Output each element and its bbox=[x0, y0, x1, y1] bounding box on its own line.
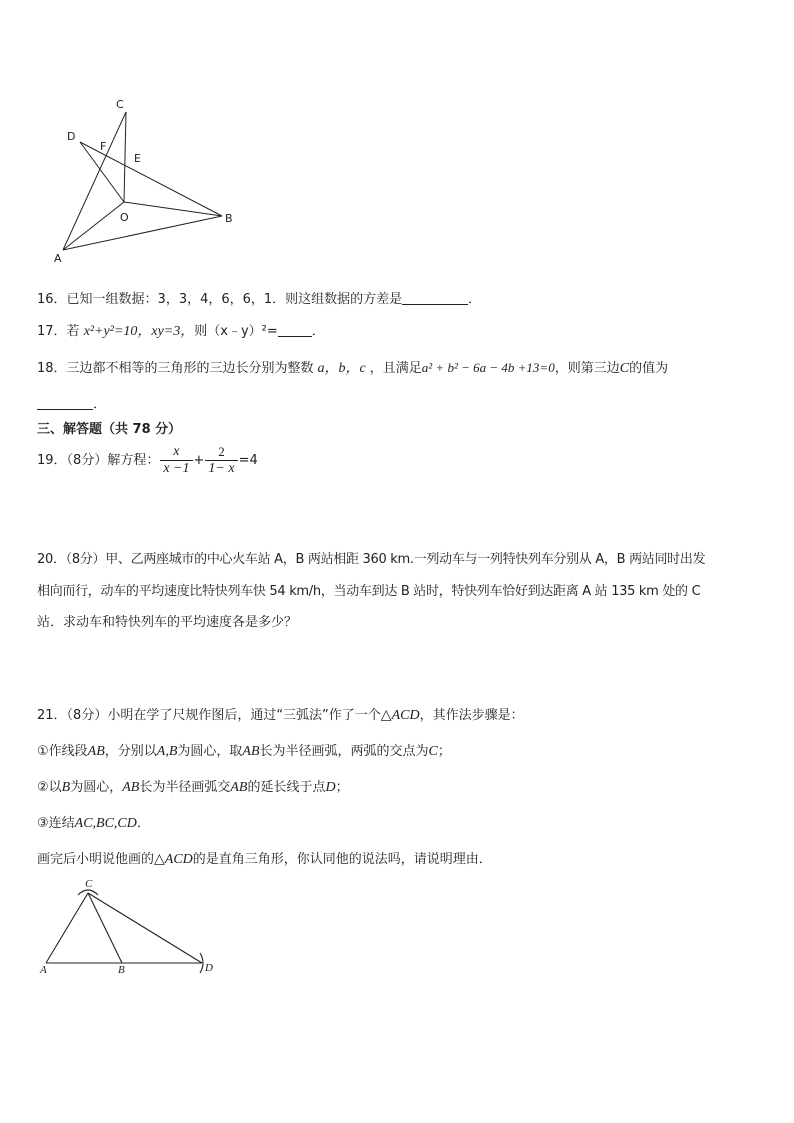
segment-ab bbox=[63, 216, 222, 250]
step2-text-d: 长为半径画弧交 bbox=[139, 780, 231, 795]
step1-points: A,B bbox=[156, 744, 178, 759]
q19-fraction-1 bbox=[160, 444, 192, 477]
q17-expression: 则（x﹣y）²= bbox=[194, 324, 278, 339]
step2-point-d: D bbox=[325, 780, 336, 795]
step1-point-c: C bbox=[428, 744, 438, 759]
label-d: D bbox=[67, 130, 76, 143]
q21-intro-text: 21．（8分）小明在学了尺规作图后，通过“三弧法”作了一个 bbox=[37, 708, 381, 723]
question-21-intro bbox=[37, 707, 524, 725]
label-b: B bbox=[118, 964, 125, 976]
step2-text-a: ②以 bbox=[37, 780, 62, 795]
q19-rhs: =4 bbox=[238, 453, 258, 468]
q18-mid: ，且满足 bbox=[369, 361, 422, 376]
step2-end: ； bbox=[335, 780, 349, 795]
q16-text: 16．已知一组数据：3，3，4，6，6，1．则这组数据的方差是 bbox=[37, 292, 403, 307]
q17-end: ． bbox=[311, 324, 325, 339]
segment-db bbox=[80, 142, 222, 216]
q18-text: 18．三边都不相等的三角形的三边长分别为整数 bbox=[37, 361, 314, 376]
step1-text-c: 为圆心，取 bbox=[177, 744, 243, 759]
step1-text-b: ，分别以 bbox=[104, 744, 157, 759]
step2-text-e: 的延长线于点 bbox=[247, 780, 326, 795]
question-21-step-2 bbox=[37, 779, 349, 797]
q18-tail: ，则第三边 bbox=[554, 361, 620, 376]
question-21-step-1 bbox=[37, 743, 451, 761]
q19-plus: + bbox=[193, 453, 205, 468]
q21-triangle-acd: △ACD bbox=[380, 708, 420, 723]
question-18-answer-line bbox=[37, 396, 106, 414]
step3-end: ． bbox=[136, 816, 150, 831]
q19-frac1-numerator: x bbox=[160, 444, 192, 461]
q19-frac2-numerator: 2 bbox=[205, 444, 237, 461]
figure-triangle-acd bbox=[34, 873, 224, 978]
q19-prefix: 19．（8分）解方程： bbox=[37, 453, 160, 468]
question-17 bbox=[37, 323, 325, 341]
question-20-line-1: 20．（8分）甲、乙两座城市的中心火车站 A，B 两站相距 360 km.一列动车与一列特快列车分别从 A，B 两站同时出发 bbox=[37, 552, 706, 567]
figure-quadrilateral-diagram bbox=[48, 92, 248, 270]
final-text-a: 画完后小明说他画的 bbox=[37, 852, 155, 867]
step2-point-b: B bbox=[61, 780, 71, 795]
segment-oa bbox=[63, 202, 124, 250]
step2-ab: AB bbox=[122, 780, 140, 795]
q19-fraction-2 bbox=[205, 444, 237, 477]
question-18 bbox=[37, 359, 668, 378]
step3-segments: AC,BC,CD bbox=[74, 816, 137, 831]
question-21-final bbox=[37, 851, 492, 869]
q18-tail2: 的值为 bbox=[629, 361, 669, 376]
label-f: F bbox=[100, 140, 107, 153]
segment-ob bbox=[124, 202, 222, 216]
question-19 bbox=[37, 443, 258, 479]
step1-end: ； bbox=[437, 744, 451, 759]
question-16 bbox=[37, 291, 481, 309]
q17-answer-blank bbox=[278, 323, 312, 337]
label-c: C bbox=[85, 878, 93, 890]
label-d: D bbox=[205, 962, 213, 974]
final-text-b: 的是直角三角形，你认同他的说法吗，请说明理由． bbox=[192, 852, 492, 867]
step2-ab-2: AB bbox=[230, 780, 248, 795]
label-a: A bbox=[40, 964, 47, 976]
step1-ab-2: AB bbox=[242, 744, 260, 759]
q17-condition: x²+y²=10，xy=3， bbox=[83, 324, 195, 339]
label-o: O bbox=[120, 211, 129, 224]
q16-answer-blank bbox=[402, 291, 468, 305]
q18-answer-blank bbox=[37, 396, 93, 410]
q21-intro-end: ，其作法步骤是： bbox=[419, 708, 524, 723]
label-c: C bbox=[116, 98, 124, 111]
segment-ac bbox=[46, 893, 88, 963]
final-triangle-acd: △ACD bbox=[154, 852, 193, 867]
q19-frac1-denominator: x −1 bbox=[163, 461, 190, 476]
q18-equation: a² + b² − 6a − 4b +13=0 bbox=[421, 360, 555, 375]
step3-text-a: ③连结 bbox=[37, 816, 75, 831]
q17-prefix: 17．若 bbox=[37, 324, 84, 339]
q18-end: ． bbox=[93, 397, 107, 412]
label-e: E bbox=[134, 152, 141, 165]
step1-text-d: 长为半径画弧，两弧的交点为 bbox=[259, 744, 429, 759]
step1-ab: AB bbox=[87, 744, 105, 759]
label-a: A bbox=[54, 252, 62, 265]
label-b: B bbox=[225, 212, 233, 225]
step2-text-c: 为圆心， bbox=[70, 780, 123, 795]
q18-var-c: C bbox=[619, 361, 630, 376]
question-21-step-3 bbox=[37, 815, 150, 833]
q19-frac2-denominator: 1− x bbox=[208, 461, 235, 476]
segment-co bbox=[124, 112, 126, 202]
q16-end: ． bbox=[468, 292, 482, 307]
question-20-line-2: 相向而行，动车的平均速度比特快列车快 54 km/h，当动车到达 B 站时，特快列车恰好到达距离 A 站 135 km 处的 C bbox=[37, 584, 701, 599]
step1-text-a: ①作线段 bbox=[37, 744, 88, 759]
section-3-heading: 三、解答题（共 78 分） bbox=[37, 422, 182, 437]
q18-vars: a，b，c bbox=[317, 361, 366, 376]
question-20-line-3: 站．求动车和特快列车的平均速度各是多少？ bbox=[37, 615, 298, 630]
